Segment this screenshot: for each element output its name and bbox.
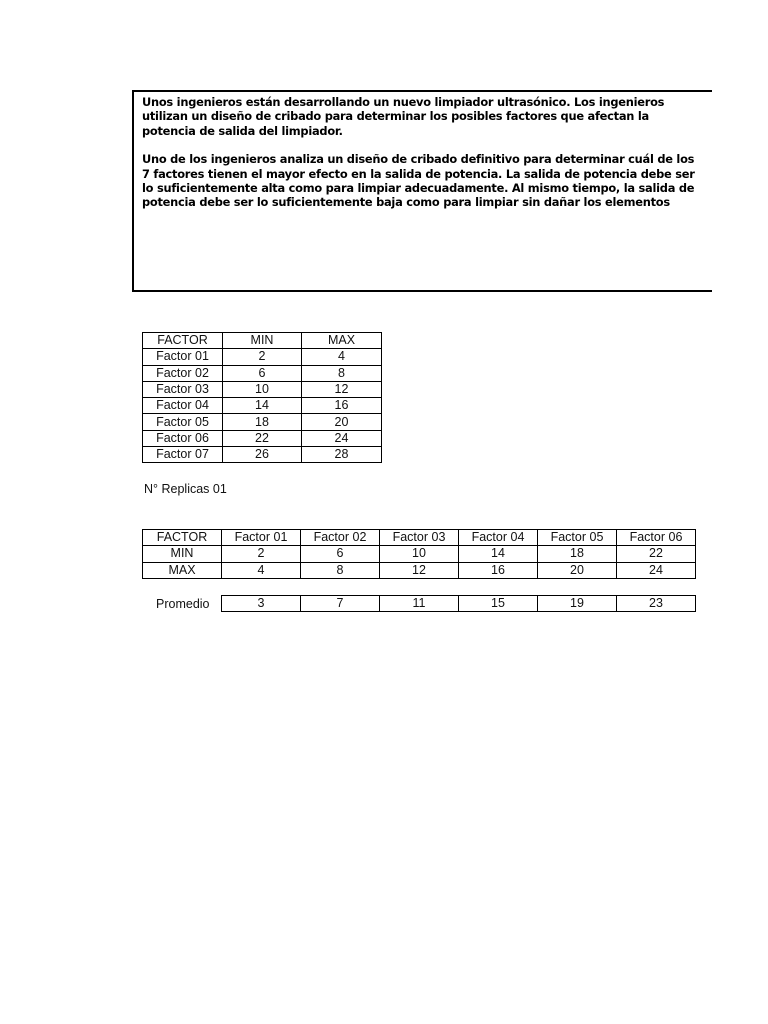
problem-statement-box [132,90,712,292]
table-cell: 10 [380,546,459,562]
header-cell: MIN [223,333,302,349]
table-cell: 14 [459,546,538,562]
table-row [143,562,696,578]
table-cell: Factor 05 [143,414,223,430]
promedio-label: Promedio [156,597,210,611]
table-cell: 18 [538,546,617,562]
table-cell: 14 [223,398,302,414]
intro-paragraph-2: Uno de los ingenieros analiza un diseño de cribado definitivo para determinar cuál de los 7 factores tienen el mayor efecto en la salida de potencia. La salida de potencia debe ser lo suficientemente alta como para limpiar adecuadamente. Al mismo tiempo, la salida de potencia debe ser lo suficientemente baja como para limpiar sin dañar los elementos [142,152,695,210]
design-levels-table [142,529,696,579]
table-cell: 19 [538,596,617,612]
table-cell: 8 [302,365,382,381]
header-cell: Factor 03 [380,530,459,546]
table-cell: 18 [223,414,302,430]
table-cell: 12 [302,381,382,397]
table-cell: Factor 06 [143,430,223,446]
header-cell: Factor 05 [538,530,617,546]
table-cell: 28 [302,447,382,463]
table-cell: 11 [380,596,459,612]
table-row [143,546,696,562]
table-cell: 26 [223,447,302,463]
intro-paragraph-1: Unos ingenieros están desarrollando un nuevo limpiador ultrasónico. Los ingenieros utilizan un diseño de cribado para determinar los posibles factores que afectan la potencia de salida del limpiador. [142,95,665,138]
table-cell: Factor 01 [143,349,223,365]
header-cell: Factor 01 [222,530,301,546]
table-row [143,414,382,430]
header-cell: Factor 04 [459,530,538,546]
table-row [143,381,382,397]
table-cell: 2 [223,349,302,365]
header-cell: FACTOR [143,530,222,546]
table-cell: 24 [302,430,382,446]
table-cell: 4 [302,349,382,365]
table-cell: 16 [302,398,382,414]
header-cell: MAX [302,333,382,349]
table-row [143,398,382,414]
table-row [143,349,382,365]
table-cell: Factor 03 [143,381,223,397]
header-cell: FACTOR [143,333,223,349]
table-row [143,447,382,463]
table-cell: 12 [380,562,459,578]
table-cell: 7 [301,596,380,612]
replicas-label: N° Replicas 01 [144,482,227,496]
table-cell: Factor 07 [143,447,223,463]
table-cell: Factor 04 [143,398,223,414]
table-cell: MAX [143,562,222,578]
header-cell: Factor 02 [301,530,380,546]
table-cell: 23 [617,596,696,612]
header-cell: Factor 06 [617,530,696,546]
table-cell: 4 [222,562,301,578]
table-cell: 10 [223,381,302,397]
table-cell: 6 [223,365,302,381]
table-cell: 16 [459,562,538,578]
table-cell: 2 [222,546,301,562]
table-cell: 22 [617,546,696,562]
table-cell: 20 [538,562,617,578]
table-cell: 22 [223,430,302,446]
factor-range-table [142,332,382,463]
table-cell: 24 [617,562,696,578]
table-cell: Factor 02 [143,365,223,381]
table-header-row [143,530,696,546]
table-cell: 3 [222,596,301,612]
table-row [143,430,382,446]
table-cell: 6 [301,546,380,562]
table-cell: 20 [302,414,382,430]
table-cell: MIN [143,546,222,562]
promedio-table [221,595,696,612]
table-cell: 8 [301,562,380,578]
table-row [143,365,382,381]
table-row [222,596,696,612]
table-cell: 15 [459,596,538,612]
table-header-row [143,333,382,349]
